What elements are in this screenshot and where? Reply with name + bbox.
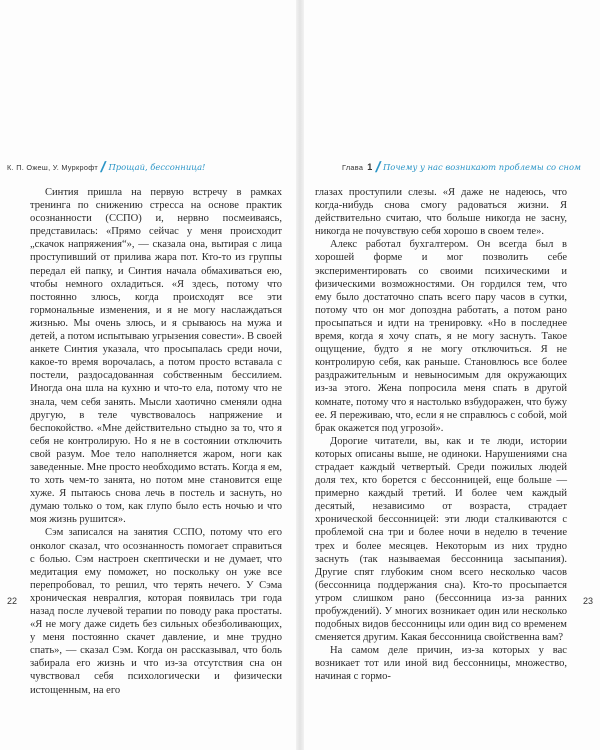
paragraph: Алекс работал бухгалтером. Он всегда был в хорошей форме и мог позволить себе экспериментировать со своими психическими и физическими возможностями. Он гордился тем, что ему было достаточно спать всего пару часов в сутки, потому что он мог допоздна работать, а потом рано просыпаться и идти на тренировку. «Но в последнее время, когда я хочу спать, я не могу заснуть. Такое ощущение, будто я не могу отключиться. Я не контролирую себя, как раньше. Становлюсь все более раздражительным и невыносимым для окружающих из-за этого. Жена попросила меня спать в другой комнате, потому что я настолько взбудоражен, что бужу ее. Я переживаю, что, если я не справлюсь с собой, мой брак окажется под угрозой». [315, 239, 567, 434]
running-head-book-title: Прощай, бессонница! [108, 162, 206, 172]
paragraph: Синтия пришла на первую встречу в рамках тренинга по снижению стресса на основе практик осознанности (ССПО) и, нервно посмеиваясь, представилась: «Прямо сейчас у меня происходит „скачок напряжения“», — сказала она, вытирая с лица проступивший от прилива жара пот. Кто-то из группы передал ей папку, и Синтия начала обмахиваться ею, чтобы немного охладиться. «Я здесь, потому что постоянно злюсь, когда происходят все эти гормональные изменения, и я не могу наслаждаться жизнью. Мы очень злюсь, и я срываюсь на мужа и детей, а потом испытываю угрызения совести». В своей анкете Синтия указала, что просыпалась среди ночи, какое-то время ворочалась, а потом просто вставала с постели, раздосадованная собственным бессилием. Иногда она шла на кухню и что-то ела, потому что не знала, чем себя занять. Мысли хаотично сменяли одна другую, в теле чувствовалось напряжение и беспокойство. «Мне действительно стыдно за то, что я себя не контролирую. Но я не в состоянии отключить свой разум. Мое тело наполняется жаром, ноги как заведенные. Мне просто необходимо встать. Когда я ем, то хоть чем-то занята, но потом мне становится еще хуже. Я пытаюсь снова лечь в постель и заснуть, но думаю только о том, как глупо было есть ночью и что моя жизнь рушится». [30, 187, 282, 526]
running-head-right [342, 159, 581, 175]
paragraph: глазах проступили слезы. «Я даже не надеюсь, что когда-нибудь снова смогу радоваться жизни. Я действительно считаю, что больше никогда не засну, никогда не почувствую себя хорошо в своем теле». [315, 187, 567, 238]
page-number-right: 23 [582, 596, 593, 606]
left-page [0, 0, 298, 750]
right-page-text [315, 186, 567, 684]
running-head-chapter-title: Почему у нас возникают проблемы со сном [383, 162, 581, 172]
right-page [302, 0, 600, 750]
paragraph: Дорогие читатели, вы, как и те люди, истории которых описаны выше, не одиноки. Нарушениями сна страдает каждый четвертый. Среди пожилых людей доля тех, кто борется с бессонницей, еще больше — примерно каждый третий. И более чем каждый десятый, независимо от возраста, страдает хронической бессонницей: эти люди сталкиваются с проблемой сна три и более ночи в неделю в течение трех и более месяцев. Некоторым из них трудно заснуть (так называемая бессонница засыпания). Другие спят глубоким сном всего несколько часов (бессонница поддержания сна). Кто-то просыпается утром слишком рано (бессонница из-за ранних пробуждений). У многих возникает один или несколько подобных видов бессонницы или один вид со временем сменяется другим. Какая бессонница свойственна вам? [315, 435, 567, 644]
slash-divider-icon: / [373, 158, 383, 176]
slash-divider-icon: / [98, 158, 108, 176]
running-head-chapter-number: 1 [367, 162, 373, 172]
paragraph: На самом деле причин, из-за которых у вас возникает тот или иной вид бессонницы, множество, начиная с гормо- [315, 645, 567, 683]
paragraph: Сэм записался на занятия ССПО, потому что его онколог сказал, что осознанность помогает справиться с болью. Сэм настроен скептически и не думает, что медитация ему поможет, но поскольку он уже все перепробовал, то решил, что терять нечего. У Сэма хроническая невралгия, которая появилась три года назад после лучевой терапии по поводу рака простаты. «Я не могу даже сидеть без сильных обезболивающих, у меня постоянно скачет давление, и мне трудно спать», — сказал Сэм. Когда он рассказывал, что боль забирала его жизнь и что из-за отсутствия сна он чувствовал себя психологически и физически истощенным, на его [30, 527, 282, 696]
left-page-text [30, 186, 282, 697]
running-head-authors: К. П. Ожеш, У. Муркрофт [7, 162, 99, 172]
running-head-chapter-label: Глава [342, 162, 364, 172]
page-number-left: 22 [7, 596, 18, 606]
running-head-left [7, 159, 205, 175]
